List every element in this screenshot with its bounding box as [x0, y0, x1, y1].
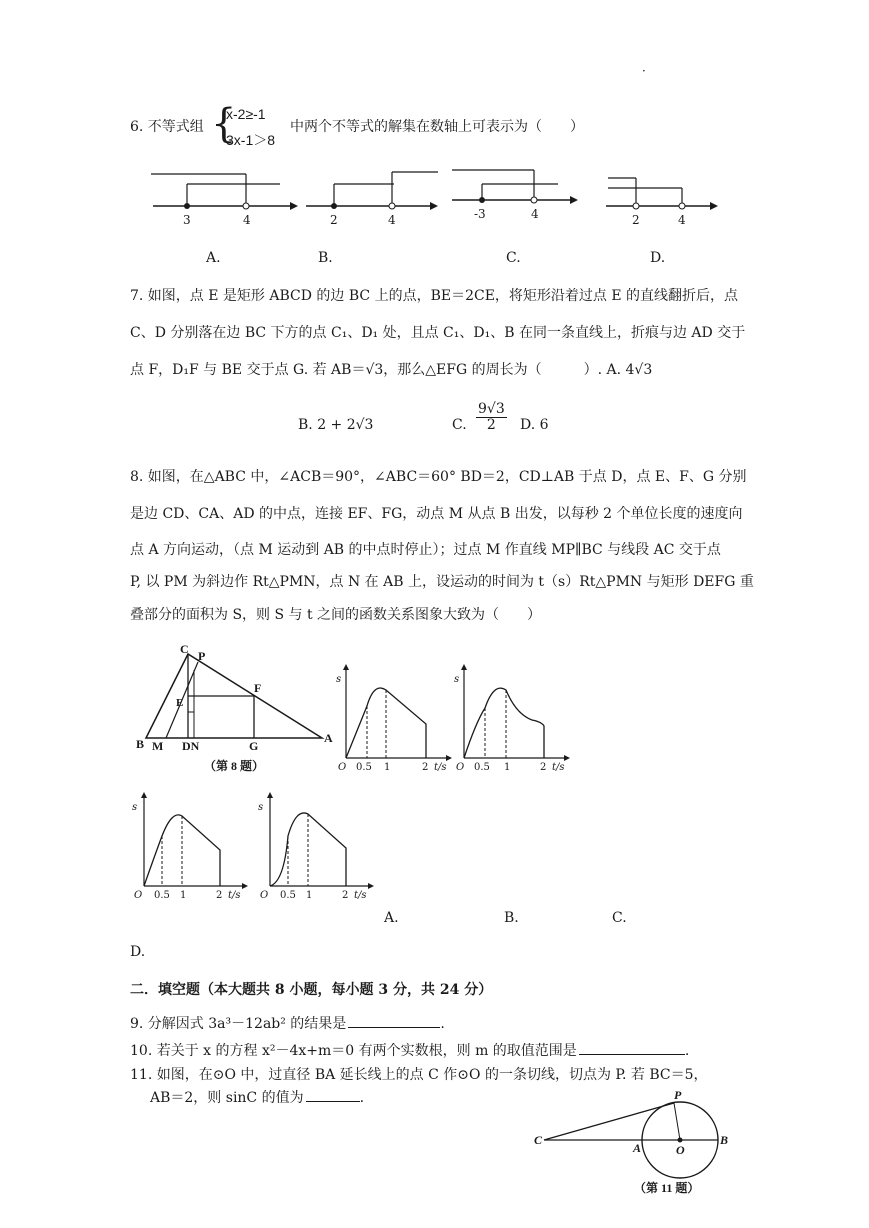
q10-answer-blank[interactable]: [579, 1042, 685, 1055]
q9-prompt: 9. 分解因式 3a³－12ab² 的结果是: [130, 1016, 347, 1032]
q11-line-1: 11. 如图，在⊙O 中，过直径 BA 延长线上的点 C 作⊙O 的一条切线，切点为 P. 若 BC＝5，: [130, 1067, 708, 1083]
q7-option-b: B. 2 + 2√3: [298, 417, 374, 433]
q8-line-1: 8. 如图，在△ABC 中，∠ACB＝90°，∠ABC＝60° BD＝2，CD⊥AB 于点 D，点 E、F、G 分别: [130, 469, 747, 485]
graph-d-t05: 0.5: [280, 890, 296, 901]
q8-graph-c: [128, 790, 252, 902]
numberline-a-tick-2: 4: [243, 213, 251, 227]
q7-option-c-label: C.: [452, 417, 467, 433]
graph-a-t2: 2: [422, 762, 429, 773]
q11-line-2: [150, 1087, 364, 1107]
numberline-d-tick-1: 2: [632, 213, 640, 227]
graph-a-o: O: [338, 762, 347, 773]
q8-graph-a: [334, 662, 454, 774]
q9-answer-blank[interactable]: [348, 1015, 440, 1028]
fig8-label-m: M: [152, 739, 164, 753]
q8-line-5: 叠部分的面积为 S，则 S 与 t 之间的函数关系图象大致为（ ）: [130, 607, 542, 623]
q8-graph-b: [452, 662, 576, 774]
numberline-d: [606, 178, 718, 227]
q8-option-b: B.: [504, 910, 519, 926]
fig8-label-p: P: [198, 649, 206, 663]
q6-inequality-2: 3x-1＞8: [226, 132, 276, 148]
q11-end: .: [359, 1090, 365, 1106]
q7-option-c-numerator: 9√3: [478, 401, 505, 417]
q7-option-c-denominator: 2: [486, 417, 496, 434]
numberline-b: [306, 172, 438, 227]
q8-line-2: 是边 CD、CA、AD 的中点，连接 EF、FG，动点 M 从点 B 出发，以每秒 2 个单位长度的速度向: [130, 506, 743, 522]
graph-c-t2: 2: [216, 890, 223, 901]
numberline-b-tick-2: 4: [388, 213, 396, 227]
fig8-label-g: G: [249, 739, 259, 753]
numberline-b-tick-1: 2: [330, 213, 338, 227]
graph-b-t2: 2: [540, 762, 547, 773]
q6-inequality-1: x-2≥-1: [226, 106, 266, 122]
q11-answer-blank[interactable]: [306, 1089, 360, 1102]
q6-brace: {: [211, 101, 237, 147]
q8-line-4: P, 以 PM 为斜边作 Rt△PMN，点 N 在 AB 上，设运动的时间为 t（s）Rt△PMN 与矩形 DEFG 重: [130, 574, 754, 590]
q6-option-a: A.: [206, 250, 221, 266]
fig8-label-a: A: [324, 731, 333, 745]
graph-c-t1: 1: [180, 890, 187, 901]
q8-graph-d: [254, 790, 378, 902]
corner-dot: ·: [642, 64, 646, 78]
fig11-label-c: C: [534, 1133, 543, 1147]
numberline-c-tick-2: 4: [531, 207, 539, 221]
numberline-c-tick-1: -3: [474, 207, 486, 221]
graph-a-t05: 0.5: [356, 762, 372, 773]
q7-line-3: 点 F，D₁F 与 BE 交于点 G. 若 AB＝√3，那么△EFG 的周长为（ ）. A. 4√3: [130, 362, 653, 378]
numberline-d-tick-2: 4: [678, 213, 686, 227]
q7-option-c-fraction: [476, 402, 507, 434]
q8-option-a: A.: [384, 910, 399, 926]
q9-text: [130, 1013, 445, 1033]
q7-line-2: C、D 分别落在边 BC 下方的点 C₁、D₁ 处，且点 C₁、D₁、B 在同一条直线上，折痕与边 AD 交于: [130, 325, 746, 341]
graph-b-tunit: t/s: [552, 762, 565, 773]
q6-option-c: C.: [506, 250, 521, 266]
fig11-label-p: P: [674, 1088, 682, 1102]
graph-c-tunit: t/s: [228, 890, 241, 901]
graph-b-t1: 1: [504, 762, 511, 773]
fig8-label-c: C: [180, 642, 189, 656]
q6-prefix: 6. 不等式组: [130, 119, 204, 135]
q8-triangle-figure: [134, 642, 347, 777]
q8-line-3: 点 A 方向运动，（点 M 运动到 AB 的中点时停止）；过点 M 作直线 MP∥BC 与线段 AC 交于点: [130, 542, 721, 558]
fig8-label-dn: DN: [182, 739, 200, 753]
graph-c-s: s: [132, 802, 138, 813]
fig8-label-e: E: [176, 697, 184, 709]
graph-d-t1: 1: [306, 890, 313, 901]
graph-d-tunit: t/s: [354, 890, 367, 901]
q6-option-d: D.: [650, 250, 666, 266]
graph-c-t05: 0.5: [154, 890, 170, 901]
graph-b-t05: 0.5: [474, 762, 490, 773]
graph-a-tunit: t/s: [434, 762, 447, 773]
graph-b-s: s: [454, 674, 460, 685]
graph-d-t2: 2: [342, 890, 349, 901]
q6-number-lines: [148, 166, 728, 230]
q10-end: .: [684, 1043, 690, 1059]
q8-option-d: D.: [130, 944, 146, 960]
q10-prompt: 10. 若关于 x 的方程 x²－4x+m＝0 有两个实数根，则 m 的取值范围是: [130, 1043, 577, 1059]
graph-a-s: s: [336, 674, 342, 685]
fig8-label-b: B: [136, 737, 145, 751]
fig11-label-b: B: [720, 1133, 729, 1147]
q6-option-b: B.: [318, 250, 333, 266]
fig11-label-o: O: [676, 1143, 685, 1157]
section-2-heading: 二．填空题（本大题共 8 小题，每小题 3 分，共 24 分）: [130, 982, 493, 998]
q11-circle-figure: [530, 1086, 750, 1202]
q8-option-c: C.: [612, 910, 627, 926]
fig8-label-f: F: [254, 681, 262, 695]
fig11-caption: （第 11 题）: [634, 1181, 700, 1195]
graph-d-s: s: [258, 802, 264, 813]
q6-suffix: 中两个不等式的解集在数轴上可表示为（ ）: [290, 119, 584, 135]
fig8-caption: （第 8 题）: [204, 759, 265, 773]
numberline-c: [452, 170, 578, 221]
fig11-label-a: A: [633, 1141, 642, 1155]
q9-end: .: [440, 1016, 445, 1032]
q10-text: [130, 1040, 689, 1060]
graph-a-t1: 1: [384, 762, 391, 773]
numberline-a: [151, 174, 298, 227]
numberline-a-tick-1: 3: [183, 213, 191, 227]
q7-line-1: 7. 如图，点 E 是矩形 ABCD 的边 BC 上的点，BE＝2CE，将矩形沿着过点 E 的直线翻折后，点: [130, 288, 739, 304]
q11-prompt: AB＝2，则 sinC 的值为: [150, 1090, 304, 1106]
graph-c-o: O: [134, 890, 143, 901]
graph-b-o: O: [456, 762, 465, 773]
q7-option-d: D. 6: [520, 417, 549, 433]
graph-d-o: O: [260, 890, 269, 901]
